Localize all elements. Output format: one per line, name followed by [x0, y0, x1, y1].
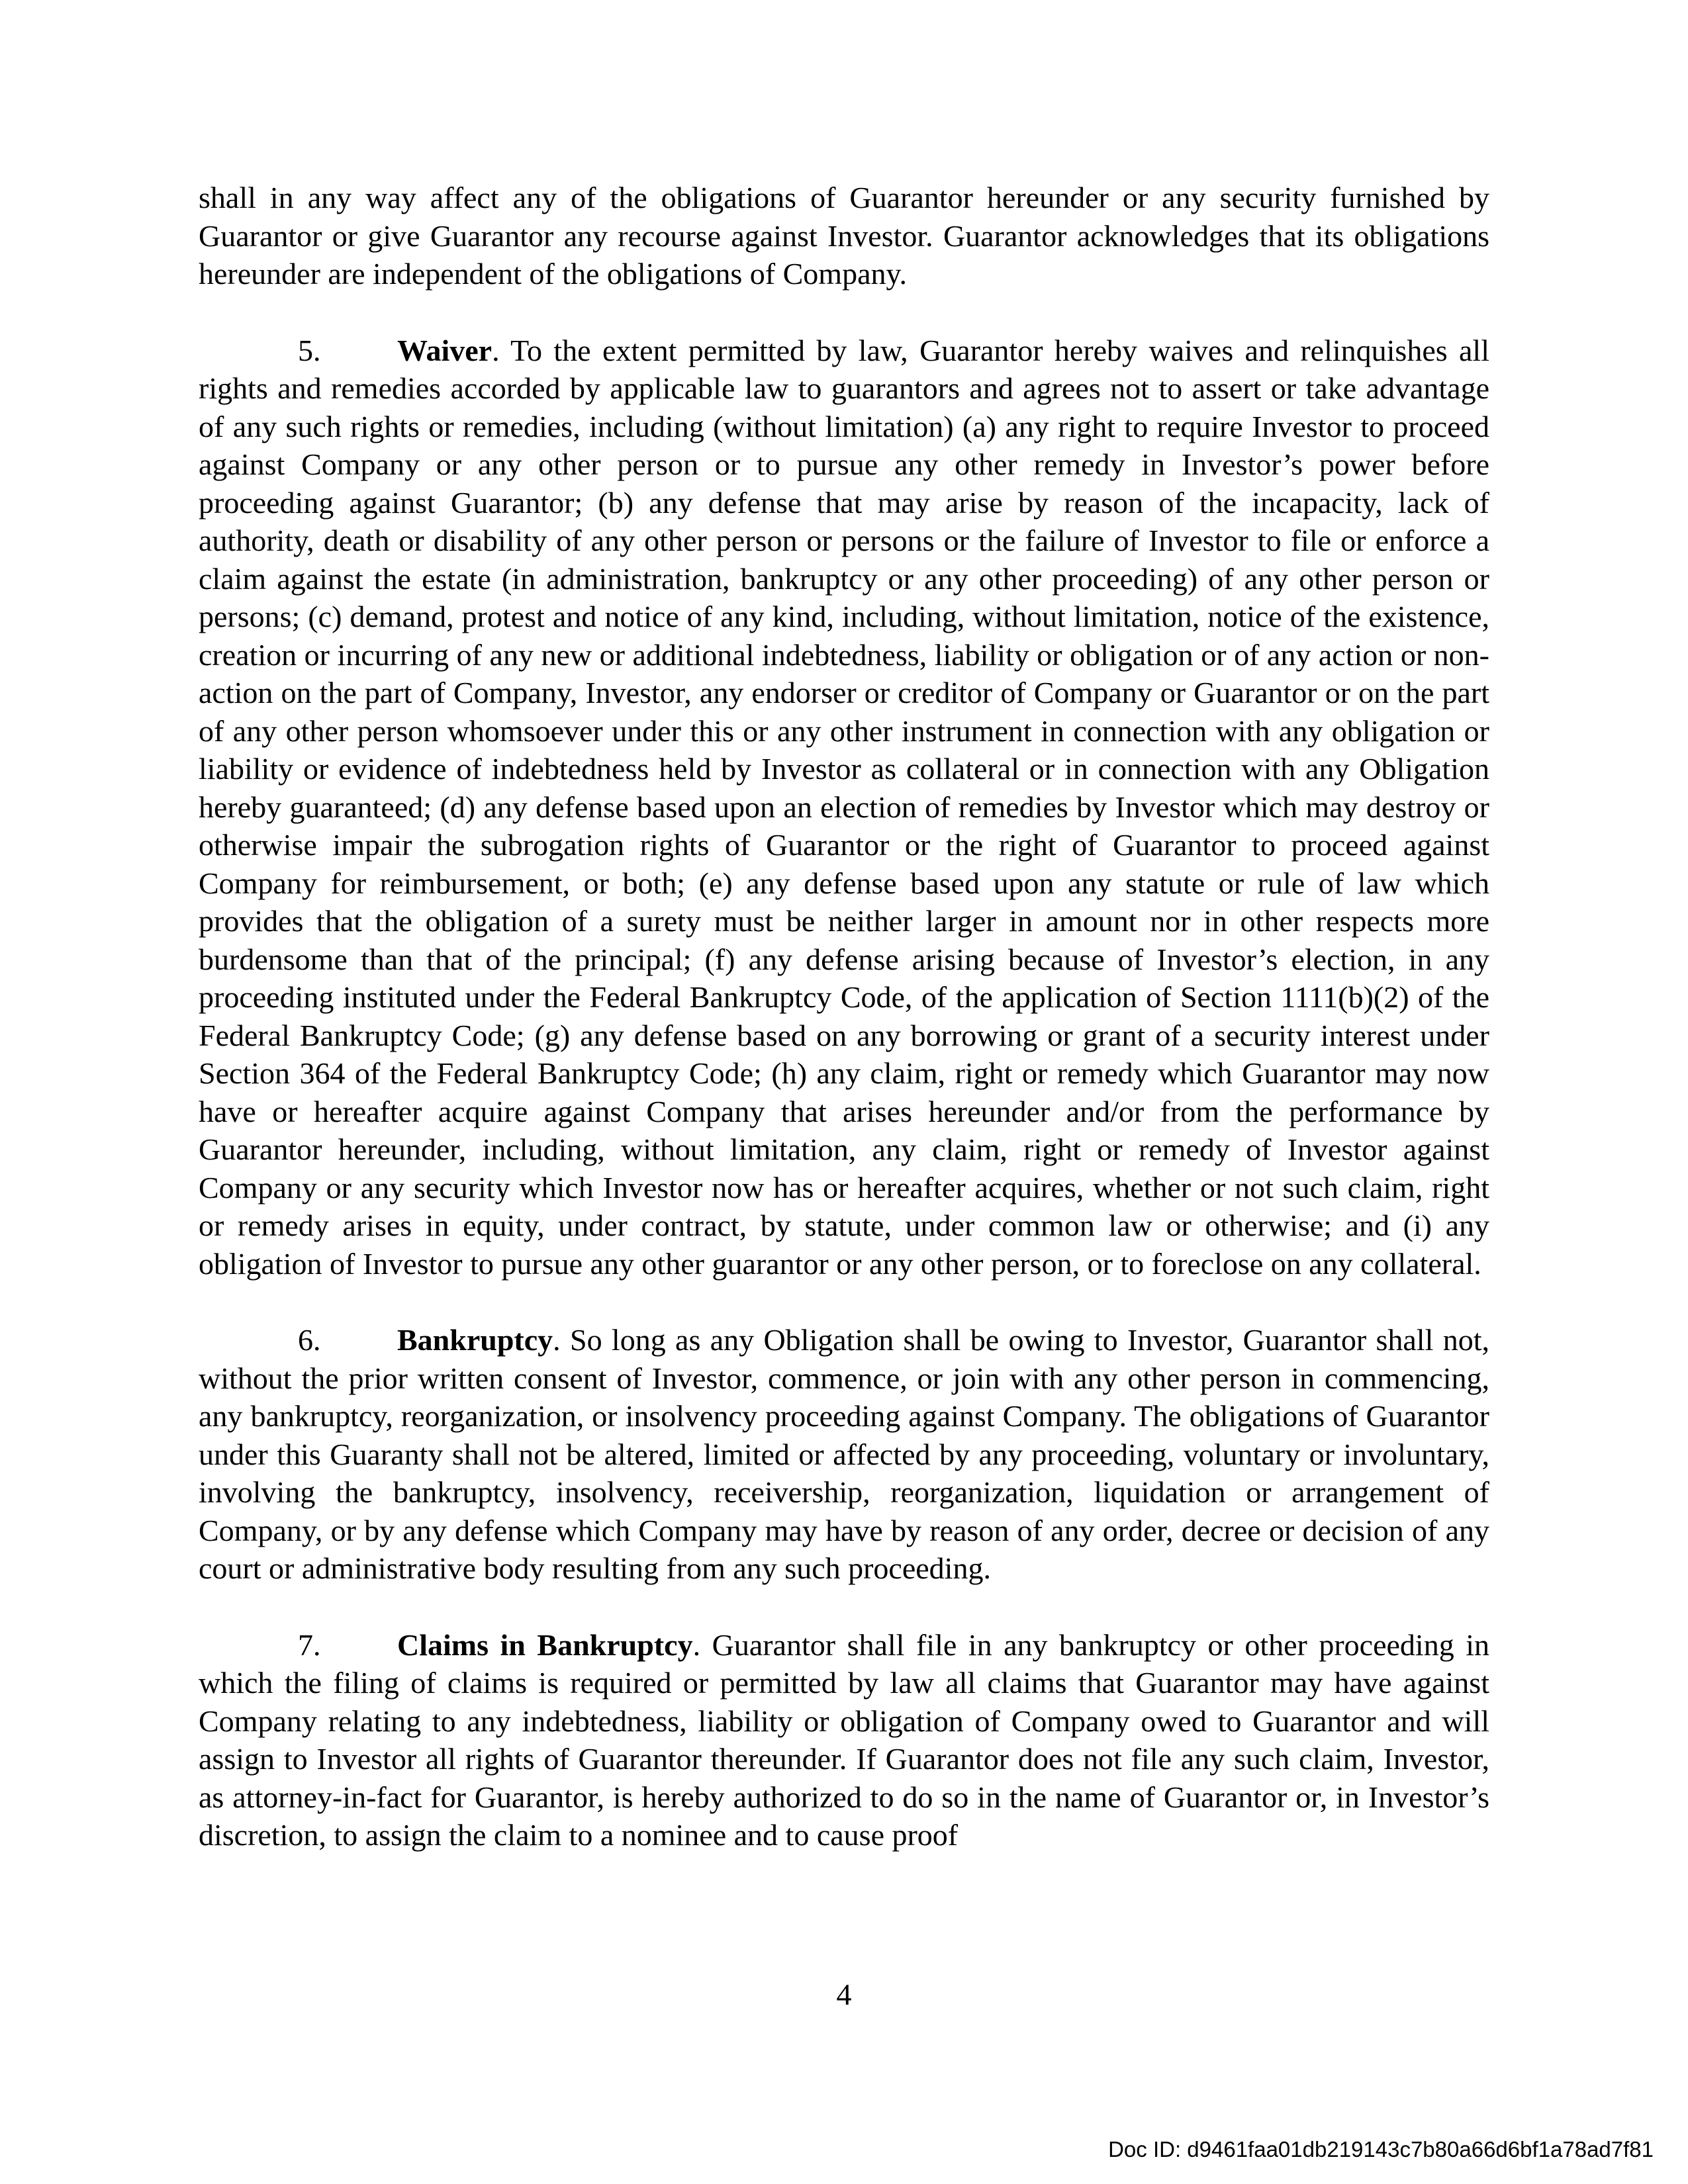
section-number: 6.: [298, 1323, 321, 1357]
section-text: . Guarantor shall file in any bankruptcy or other proceeding in which the filing of claims is required or permitted by law all claims that Guarantor may have against Company relating to any indebtedness, liability or obligation of Company owed to Guarantor and will assign to Investor all rights of Guarantor thereunder. If Guarantor does not file any such claim, Investor, as attorney-in-fact for Guarantor, is hereby authorized to do so in the name of Guarantor or, in Investor’s discretion, to assign the claim to a nominee and to cause proof: [199, 1627, 1489, 1852]
section-number: 5.: [298, 333, 321, 367]
section-7-claims-in-bankruptcy: [199, 1626, 1489, 1854]
page-number: 4: [836, 1978, 852, 2011]
continuation-paragraph: shall in any way affect any of the obligations of Guarantor hereunder or any security furnished by Guarantor or give Guarantor any recourse against Investor. Guarantor acknowledges that its obligations hereunder are independent of the obligations of Company.: [199, 181, 1489, 291]
section-5-waiver: [199, 332, 1489, 1283]
section-6-bankruptcy: [199, 1321, 1489, 1588]
section-heading: Bankruptcy: [397, 1323, 553, 1357]
document-body: [199, 179, 1489, 1893]
section-text: . To the extent permitted by law, Guarantor hereby waives and relinquishes all rights and remedies accorded by applicable law to guarantors and agrees not to assert or take advantage of any such rights or remedies, including (without limitation) (a) any right to require Investor to proceed against Company or any other person or to pursue any other remedy in Investor’s power before proceeding against Guarantor; (b) any defense that may arise by reason of the incapacity, lack of authority, death or disability of any other person or persons or the failure of Investor to file or enforce a claim against the estate (in administration, bankruptcy or any other proceeding) of any other person or persons; (c) demand, protest and notice of any kind, including, without limitation, notice of the existence, creation or incurring of any new or additional indebtedness, liability or obligation or of any action or non-action on the part of Company, Investor, any endorser or creditor of Company or Guarantor or on the part of any other person whomsoever under this or any other instrument in connection with any obligation or liability or evidence of indebtedness held by Investor as collateral or in connection with any Obligation hereby guaranteed; (d) any defense based upon an election of remedies by Investor which may destroy or otherwise impair the subrogation rights of Guarantor or the right of Guarantor to proceed against Company for reimbursement, or both; (e) any defense based upon any statute or rule of law which provides that the obligation of a surety must be neither larger in amount nor in other respects more burdensome than that of the principal; (f) any defense arising because of Investor’s election, in any proceeding instituted under the Federal Bankruptcy Code, of the application of Section 1111(b)(2) of the Federal Bankruptcy Code; (g) any defense based on any borrowing or grant of a security interest under Section 364 of the Federal Bankruptcy Code; (h) any claim, right or remedy which Guarantor may now have or hereafter acquire against Company that arises hereunder and/or from the performance by Guarantor hereunder, including, without limitation, any claim, right or remedy of Investor against Company or any security which Investor now has or hereafter acquires, whether or not such claim, right or remedy arises in equity, under contract, by statute, under common law or otherwise; and (i) any obligation of Investor to pursue any other guarantor or any other person, or to foreclose on any collateral.: [199, 333, 1489, 1281]
section-text: . So long as any Obligation shall be owing to Investor, Guarantor shall not, without the prior written consent of Investor, commence, or join with any other person in commencing, any bankruptcy, reorganization, or insolvency proceeding against Company. The obligations of Guarantor under this Guaranty shall not be altered, limited or affected by any proceeding, voluntary or involuntary, involving the bankruptcy, insolvency, receivership, reorganization, liquidation or arrangement of Company, or by any defense which Company may have by reason of any order, decree or decision of any court or administrative body resulting from any such proceeding.: [199, 1323, 1489, 1585]
section-heading: Claims in Bankruptcy: [397, 1627, 693, 1662]
section-number: 7.: [298, 1627, 321, 1662]
doc-id-footer: Doc ID: d9461faa01db219143c7b80a66d6bf1a78ad7f81: [1108, 2137, 1654, 2161]
section-heading: Waiver: [397, 333, 492, 367]
